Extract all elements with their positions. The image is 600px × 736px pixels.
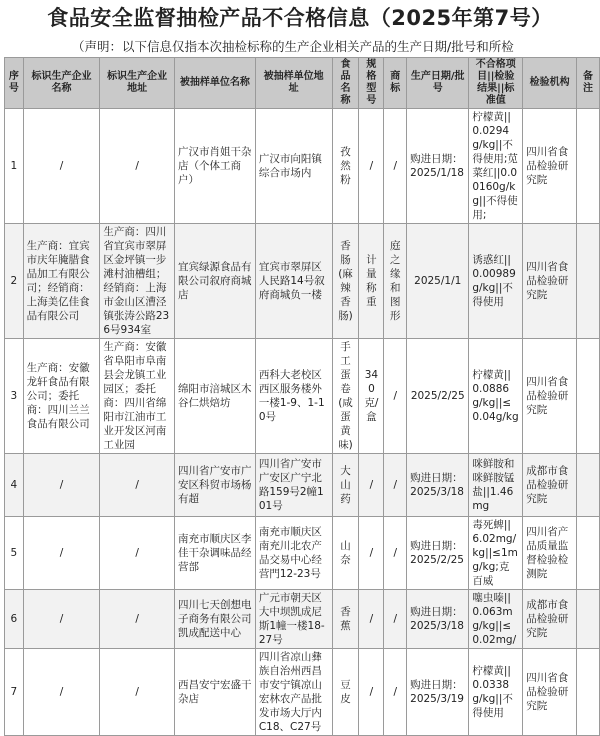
- cell-sampled-unit-name: 四川省广安市广安区科贸市场杨有超: [174, 454, 255, 517]
- cell-food-name: 香蕉: [332, 590, 359, 649]
- cell-food-name: 香肠(麻辣香肠): [332, 224, 359, 339]
- cell-remarks: [577, 454, 600, 517]
- cell-specification: 计量称重: [359, 224, 384, 339]
- unqualified-products-table: [4, 57, 600, 736]
- header-index: 序号: [5, 58, 24, 109]
- cell-manufacturer-name: 生产商：宜宾市庆年腌腊食品加工有限公司；经销商：上海美亿佳食品有限公司: [23, 224, 100, 339]
- table-row: [5, 454, 600, 517]
- cell-index: 4: [5, 454, 24, 517]
- table-row: [5, 590, 600, 649]
- cell-manufacturer-name: /: [23, 590, 100, 649]
- cell-manufacturer-address: /: [100, 517, 175, 590]
- cell-production-date: 购进日期：2025/3/18: [407, 590, 469, 649]
- cell-inspection-agency: 四川省食品检验研究院: [523, 649, 577, 736]
- cell-manufacturer-address: /: [100, 590, 175, 649]
- cell-manufacturer-address: 生产商：安徽省阜阳市阜南县会龙镇工业园区；委托商：四川省绵阳市江油市工业开发区河南工业园: [100, 339, 175, 454]
- cell-food-name: 大山药: [332, 454, 359, 517]
- cell-food-name: 豆皮: [332, 649, 359, 736]
- cell-specification: /: [359, 517, 384, 590]
- table-row: [5, 224, 600, 339]
- cell-failed-items: 诱惑红||0.00989g/kg||不得使用: [469, 224, 523, 339]
- cell-production-date: 购进日期：2025/3/18: [407, 454, 469, 517]
- cell-food-name: 山奈: [332, 517, 359, 590]
- cell-production-date: 2025/1/1: [407, 224, 469, 339]
- cell-index: 2: [5, 224, 24, 339]
- cell-sampled-unit-name: 西昌安宁宏盛干杂店: [174, 649, 255, 736]
- cell-sampled-unit-name: 绵阳市涪城区木谷仁烘焙坊: [174, 339, 255, 454]
- cell-production-date: 购进日期：2025/2/25: [407, 517, 469, 590]
- cell-specification: /: [359, 590, 384, 649]
- header-food-name: 食品名称: [332, 58, 359, 109]
- cell-specification: /: [359, 649, 384, 736]
- cell-food-name: 手工蛋卷(咸蛋黄味): [332, 339, 359, 454]
- header-specification: 规格型号: [359, 58, 384, 109]
- cell-sampled-unit-name: 广汉市肖姐干杂店（个体工商户）: [174, 109, 255, 224]
- header-inspection-agency: 检验机构: [523, 58, 577, 109]
- cell-remarks: [577, 590, 600, 649]
- cell-sampled-unit-address: 广元市朝天区大中坝凯成尼斯1幢一楼18-27号: [255, 590, 332, 649]
- cell-trademark: /: [384, 590, 407, 649]
- table-row: [5, 517, 600, 590]
- header-trademark: 商标: [384, 58, 407, 109]
- cell-remarks: [577, 517, 600, 590]
- cell-trademark: /: [384, 454, 407, 517]
- cell-failed-items: 柠檬黄||0.0886g/kg||≤0.04g/kg: [469, 339, 523, 454]
- cell-sampled-unit-name: 四川七天创想电子商务有限公司凯成配送中心: [174, 590, 255, 649]
- cell-inspection-agency: 成都市食品检验研究院: [523, 590, 577, 649]
- header-remarks: 备注: [577, 58, 600, 109]
- cell-specification: /: [359, 109, 384, 224]
- cell-production-date: 购进日期：2025/1/18: [407, 109, 469, 224]
- cell-manufacturer-name: /: [23, 454, 100, 517]
- cell-food-name: 孜然粉: [332, 109, 359, 224]
- cell-sampled-unit-address: 西科大老校区西区服务楼外一楼1-9、1-10号: [255, 339, 332, 454]
- cell-trademark: /: [384, 109, 407, 224]
- disclaimer-statement: （声明：以下信息仅指本次抽检标称的生产企业相关产品的生产日期/批号和所检: [72, 39, 514, 54]
- table-header-row: [5, 58, 600, 109]
- cell-manufacturer-name: /: [23, 109, 100, 224]
- cell-manufacturer-name: /: [23, 649, 100, 736]
- cell-sampled-unit-name: 南充市顺庆区李佳干杂调味品经营部: [174, 517, 255, 590]
- cell-trademark: /: [384, 517, 407, 590]
- cell-index: 6: [5, 590, 24, 649]
- header-manufacturer-name: 标识生产企业名称: [23, 58, 100, 109]
- header-failed-items: 不合格项目||检验结果||标准值: [469, 58, 523, 109]
- cell-remarks: [577, 649, 600, 736]
- cell-index: 7: [5, 649, 24, 736]
- cell-remarks: [577, 109, 600, 224]
- table-row: [5, 339, 600, 454]
- cell-sampled-unit-address: 宜宾市翠屏区人民路14号叙府商城负一楼: [255, 224, 332, 339]
- cell-manufacturer-address: /: [100, 109, 175, 224]
- table-row: [5, 109, 600, 224]
- cell-trademark: /: [384, 339, 407, 454]
- cell-failed-items: 噻虫嗪||0.063mg/kg||≤0.02mg/: [469, 590, 523, 649]
- cell-manufacturer-address: /: [100, 649, 175, 736]
- document-title: 食品安全监督抽检产品不合格信息（2025年第7号）: [47, 6, 553, 30]
- cell-production-date: 2025/2/25: [407, 339, 469, 454]
- cell-manufacturer-address: /: [100, 454, 175, 517]
- cell-specification: /: [359, 454, 384, 517]
- cell-remarks: [577, 224, 600, 339]
- header-manufacturer-address: 标识生产企业地址: [100, 58, 175, 109]
- cell-manufacturer-name: 生产商：安徽龙轩食品有限公司；委托商：四川兰兰食品有限公司: [23, 339, 100, 454]
- cell-manufacturer-address: 生产商：四川省宜宾市翠屏区金坪镇一步滩村油槽组；经销商：上海市金山区漕泾镇张涛公路236号934室: [100, 224, 175, 339]
- cell-remarks: [577, 339, 600, 454]
- cell-manufacturer-name: /: [23, 517, 100, 590]
- cell-specification: 340克/盒: [359, 339, 384, 454]
- cell-failed-items: 毒死蜱||6.02mg/kg||≤1mg/kg;克百威: [469, 517, 523, 590]
- cell-inspection-agency: 四川省产品质量监督检验检测院: [523, 517, 577, 590]
- cell-failed-items: 柠檬黄||0.0294g/kg||不得使用;苋菜红||0.00160g/kg||不得使用;: [469, 109, 523, 224]
- cell-trademark: 庭之缘和图形: [384, 224, 407, 339]
- cell-failed-items: 柠檬黄||0.0338g/kg||不得使用: [469, 649, 523, 736]
- cell-inspection-agency: 四川省食品检验研究院: [523, 109, 577, 224]
- cell-sampled-unit-address: 四川省广安市广安区广宁北路159号2幢101号: [255, 454, 332, 517]
- cell-inspection-agency: 四川省食品检验研究院: [523, 339, 577, 454]
- cell-sampled-unit-address: 南充市顺庆区南充川北农产品交易中心经营門12-23号: [255, 517, 332, 590]
- cell-index: 5: [5, 517, 24, 590]
- cell-failed-items: 咪鲜胺和咪鲜胺锰盐||1.46mg: [469, 454, 523, 517]
- cell-inspection-agency: 四川省食品检验研究院: [523, 224, 577, 339]
- cell-sampled-unit-address: 广汉市向阳镇综合市场内: [255, 109, 332, 224]
- cell-index: 1: [5, 109, 24, 224]
- cell-inspection-agency: 成都市食品检验研究院: [523, 454, 577, 517]
- table-row: [5, 649, 600, 736]
- cell-sampled-unit-address: 四川省凉山彝族自治州西昌市安宁镇凉山宏林农产品批发市场大厅内C18、C27号: [255, 649, 332, 736]
- header-sampled-unit-address: 被抽样单位地址: [255, 58, 332, 109]
- cell-sampled-unit-name: 宜宾绿源食品有限公司叙府商城店: [174, 224, 255, 339]
- cell-production-date: 购进日期：2025/3/19: [407, 649, 469, 736]
- header-production-date: 生产日期/批号: [407, 58, 469, 109]
- header-sampled-unit-name: 被抽样单位名称: [174, 58, 255, 109]
- cell-trademark: /: [384, 649, 407, 736]
- cell-index: 3: [5, 339, 24, 454]
